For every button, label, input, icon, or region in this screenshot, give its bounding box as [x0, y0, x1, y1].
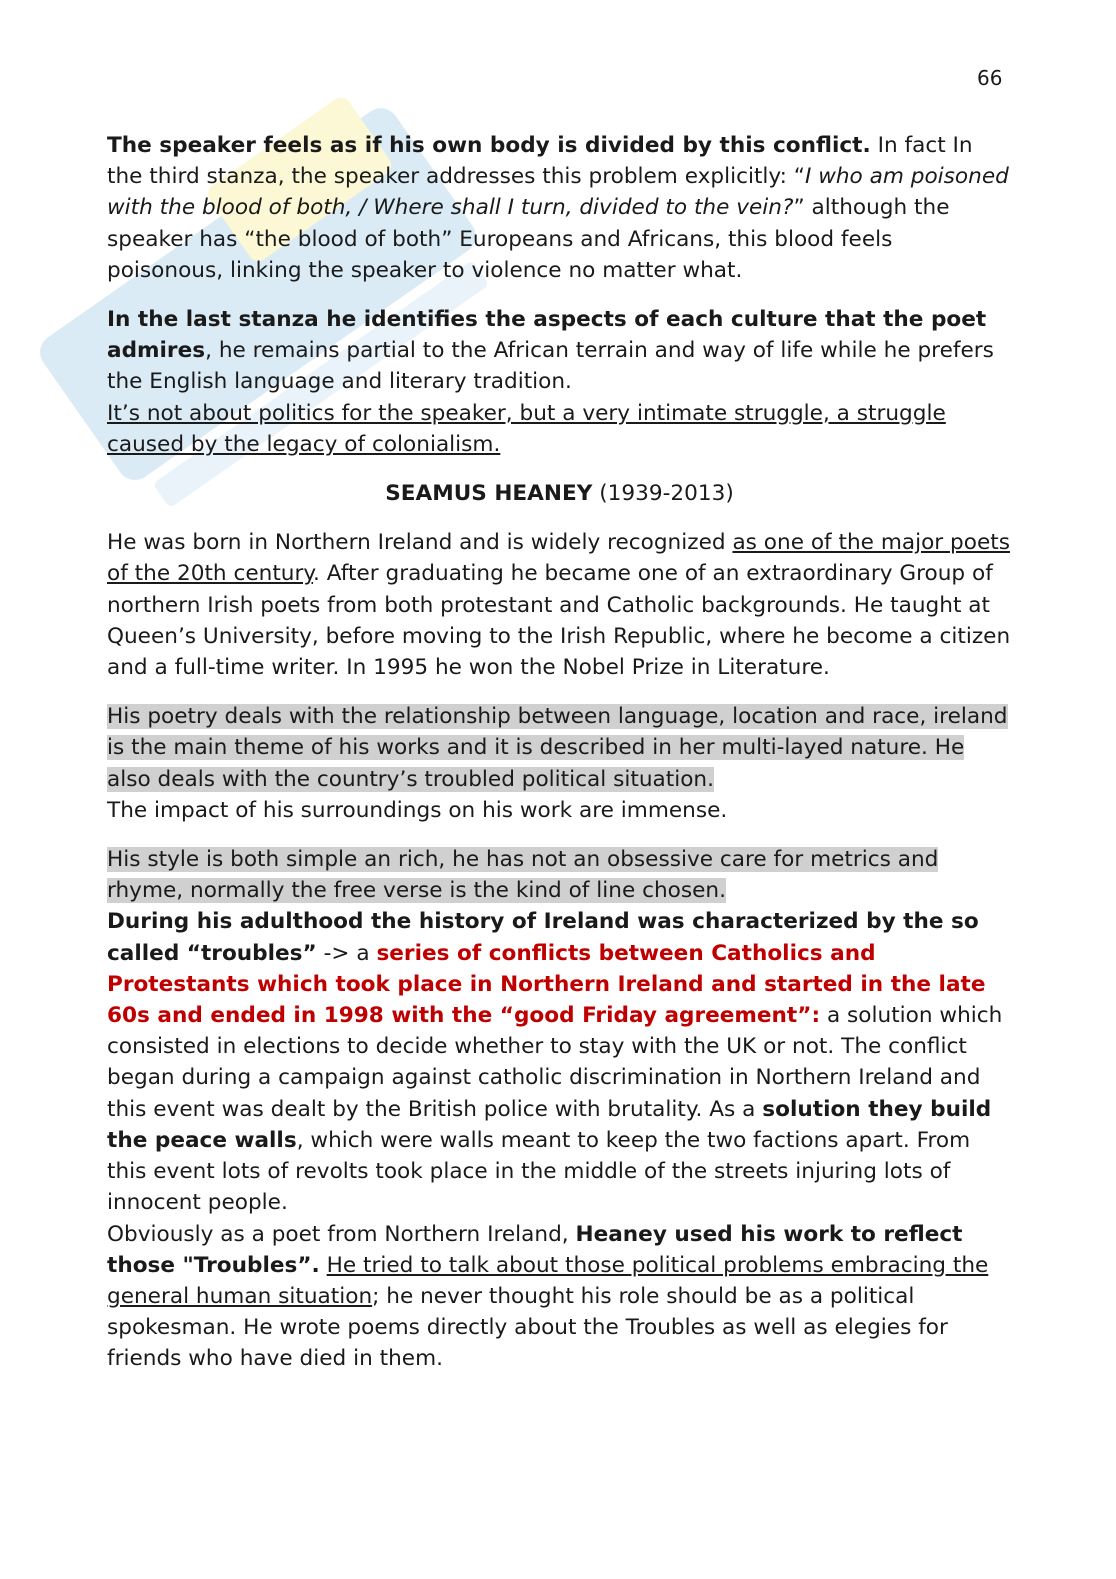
text: The impact of his surroundings on his work are immense. [107, 797, 728, 823]
bold-text: The speaker feels as if his own body is divided by this conflict. [107, 133, 871, 158]
text [320, 1253, 327, 1278]
text: ” although the speaker has “the blood of both” Europeans and Africans, this blood feels poisonous, linking the speaker to violence no matter what. [107, 195, 950, 283]
text: , he remains partial to the African terrain and way of life while he prefers the English language and literary tradition. [107, 338, 994, 395]
text: In fact In the third stanza, the speaker addresses this problem explicitly: “ [107, 133, 973, 190]
bold-text: In the last stanza he identifies the aspects of each culture that the poet admires [107, 307, 987, 364]
text: a solution which consisted in elections to decide whether to stay with the UK or not. The conflict began during a campaign against catholic discrimination in Northern Ireland and this event was dealt by the British police with brutality. As a [107, 1003, 1003, 1122]
heading-name: SEAMUS HEANEY [385, 481, 593, 507]
paragraph-style-troubles [107, 844, 1012, 1374]
text: He was born in Northern Ireland and is widely recognized [107, 530, 733, 556]
bold-text: solution they build the peace walls [107, 1096, 992, 1153]
paragraph-speaker-divided [107, 130, 1012, 286]
text: -> a [316, 940, 377, 966]
text: , which were walls meant to keep the two factions apart. From this event lots of revolts took place in the middle of the streets injuring lots of innocent people. [107, 1127, 971, 1216]
underlined-text: He tried to talk about those political problems embracing the general human situation [107, 1252, 989, 1309]
underlined-text: It’s not about politics for the speaker, but a very intimate struggle, a struggle caused by the legacy of colonialism. [107, 400, 946, 457]
paragraph-biography [107, 527, 1012, 683]
red-bold-text: series of conflicts between Catholics and Protestants which took place in Northern Ireland and started in the late 60s and ended in 1998 with the “good Friday agreement”: [107, 940, 986, 1029]
heading-dates: (1939-2013) [592, 481, 734, 507]
text: ; he never thought his role should be as a political spokesman. He wrote poems directly about the Troubles as well as elegies for friends who have died in them. [107, 1283, 948, 1372]
text: . After graduating he became one of an extraordinary Group of northern Irish poets from both protestant and Catholic backgrounds. He taught at Queen’s University, before moving to the Irish Republic, where he become a citizen and a full-time writer. In 1995 he won the Nobel Prize in Literature. [107, 561, 1011, 681]
highlighted-text: His poetry deals with the relationship between language, location and race, ireland is the main theme of his works and it is described in her multi-layed nature. He also deals with the country’s troubled political situation. [107, 704, 1008, 792]
underlined-text: as one of the major poets of the 20th century [107, 530, 1010, 587]
document-body [107, 130, 1012, 1375]
bold-text: During his adulthood the history of Ireland was characterized by the so called “troubles” [107, 909, 979, 966]
highlighted-text: His style is both simple an rich, he has not an obsessive care for metrics and rhyme, normally the free verse is the kind of line chosen. [107, 847, 939, 904]
bold-text: Heaney used his work to reflect those "Troubles”. [107, 1221, 963, 1278]
paragraph-last-stanza [107, 304, 1012, 460]
italic-quote: I who am poisoned with the blood of both, / Where shall I turn, divided to the vein? [107, 164, 1009, 221]
page-number: 66 [977, 66, 1003, 90]
text: Obviously as a poet from Northern Ireland, [107, 1221, 576, 1247]
paragraph-poetry-themes [107, 701, 1012, 826]
section-heading [107, 478, 1012, 509]
